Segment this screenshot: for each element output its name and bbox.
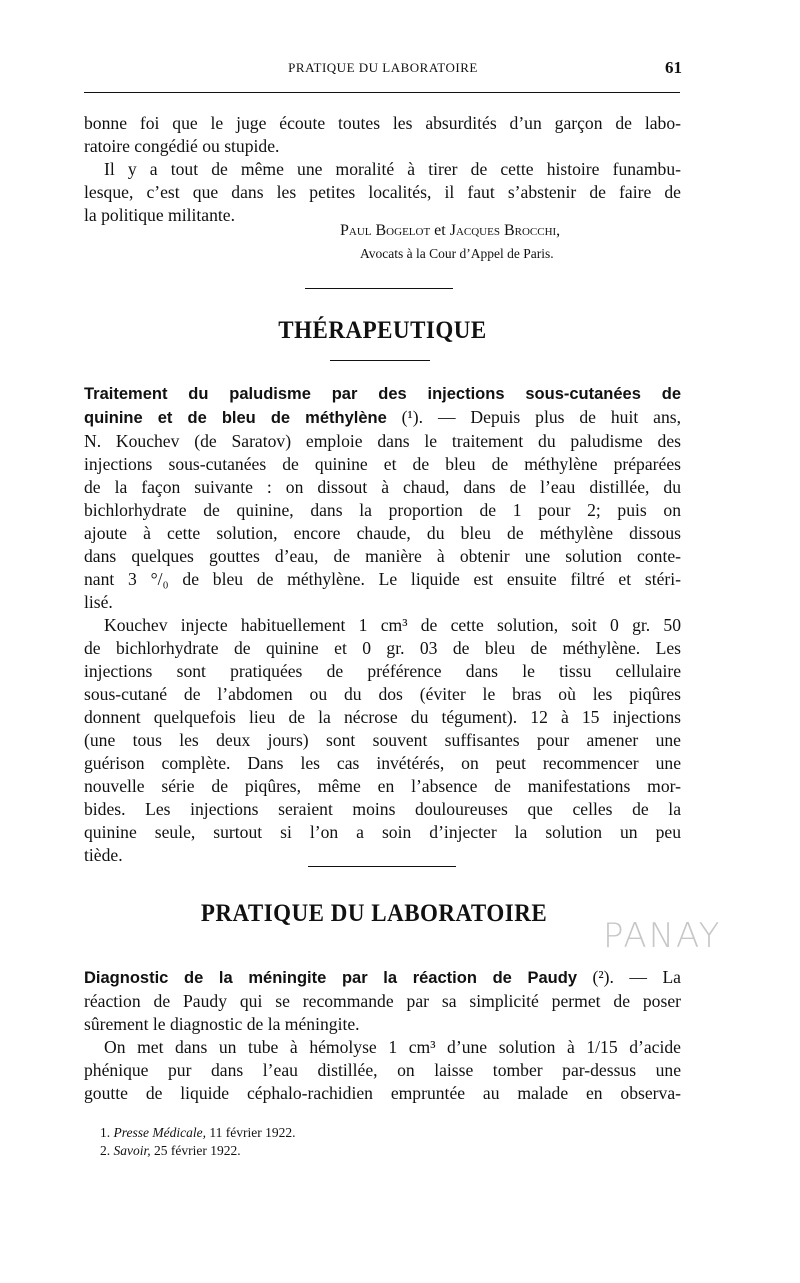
section-title-laboratoire: PRATIQUE DU LABORATOIRE	[200, 898, 548, 927]
method-line-1: On met dans un tube à hémolyse 1 cm³ d’une solution à 1/15 d’acide	[104, 1037, 681, 1057]
article-heading-bold-2: quinine et de bleu de méthylène	[84, 409, 387, 427]
signature-role: Avocats à la Cour d’Appel de Paris.	[360, 246, 554, 261]
paludisme-line-2: injections sous-cutanées de quinine et de bleu de méthylène préparées	[84, 454, 681, 474]
footnote-1-source: Presse Médicale,	[113, 1125, 206, 1140]
paudy-line-1: réaction de Paudy qui se recommande par sa simplicité permet de poser	[84, 991, 681, 1011]
section-separator	[305, 288, 453, 289]
kouchev-line-7: guérison complète. Dans les cas invétérés, on peut recommencer une	[84, 753, 681, 773]
footnote-1-date: 11 février 1922.	[205, 1125, 296, 1140]
paludisme-line-1: N. Kouchev (de Saratov) emploie dans le traitement du paludisme des	[84, 431, 681, 451]
moral-line-3: la politique militante.	[84, 205, 235, 225]
kouchev-line-3: injections sont pratiquées de préférence dans le tissu cellulaire	[84, 661, 681, 681]
kouchev-line-1: Kouchev injecte habituellement 1 cm³ de cette solution, soit 0 gr. 50	[104, 615, 681, 635]
article-heading-bold-1: Traitement du paludisme par des injections sous-cutanées de	[84, 385, 681, 403]
page-number: 61	[665, 58, 682, 77]
diagnostic-heading-bold: Diagnostic de la méningite par la réaction de Paudy	[84, 969, 578, 987]
section-title-therapeutique: THÉRAPEUTIQUE	[278, 315, 487, 344]
article-heading-line-1	[84, 382, 681, 406]
paludisme-line-7: nant 3 °/₀ de bleu de méthylène. Le liquide est ensuite filtré et stéri-	[84, 569, 681, 589]
moral-line-2: lesque, c’est que dans les petites localités, il faut s’abstenir de faire de	[84, 182, 681, 202]
kouchev-line-8: nouvelle série de piqûres, même en l’absence de manifestations mor-	[84, 776, 681, 796]
running-header: PRATIQUE DU LABORATOIRE	[288, 60, 478, 75]
paludisme-line-8: lisé.	[84, 592, 113, 612]
article-heading-rest: (¹). — Depuis plus de huit ans,	[386, 407, 681, 427]
kouchev-line-2: de bichlorhydrate de quinine et 0 gr. 03 de bleu de méthylène. Les	[84, 638, 681, 658]
kouchev-line-6: (une tous les deux jours) sont souvent suffisantes pour amener une	[84, 730, 681, 750]
paludisme-line-5: ajoute à cette solution, encore chaude, du bleu de méthylène dissous	[84, 523, 681, 543]
article-heading-line-2	[84, 406, 681, 430]
footnote-2-date: 25 février 1922.	[150, 1143, 241, 1158]
footnote-2-source: Savoir,	[113, 1143, 151, 1158]
paludisme-line-3: de la façon suivante : on dissout à chaud, dans de l’eau distillée, du	[84, 477, 681, 497]
paudy-line-2: sûrement le diagnostic de la méningite.	[84, 1014, 360, 1034]
diagnostic-heading	[84, 966, 681, 990]
title-underline	[330, 360, 430, 361]
footnote-2	[100, 1143, 241, 1159]
kouchev-line-10: quinine seule, surtout si l’on a soin d’injecter la solution un peu	[84, 822, 681, 842]
kouchev-line-11: tiède.	[84, 845, 123, 865]
signature-names	[340, 222, 560, 240]
kouchev-line-4: sous-cutané de l’abdomen ou du dos (éviter le bras où les piqûres	[84, 684, 681, 704]
method-line-3: goutte de liquide céphalo-rachidien empruntée au malade en observa-	[84, 1083, 681, 1103]
footnote-1-number: 1.	[100, 1125, 111, 1140]
author-2: Jacques Brocchi,	[449, 222, 561, 239]
method-line-2: phénique pur dans l’eau distillée, on laisse tomber par-dessus une	[84, 1060, 681, 1080]
author-1: Paul Bogelot	[340, 222, 431, 239]
paludisme-line-4: bichlorhydrate de quinine, dans la proportion de 1 pour 2; puis on	[84, 500, 681, 520]
header-rule	[84, 92, 680, 93]
section-separator-2	[308, 866, 456, 867]
paludisme-line-6: dans quelques gouttes d’eau, de manière à obtenir une solution conte-	[84, 546, 681, 566]
moral-line-1: Il y a tout de même une moralité à tirer de cette histoire funambu-	[104, 159, 681, 179]
diagnostic-heading-rest: (²). — La	[577, 967, 681, 987]
author-conj: et	[434, 222, 446, 239]
intro-line-1: bonne foi que le juge écoute toutes les absurdités d’un garçon de labo-	[84, 113, 681, 133]
intro-line-2: ratoire congédié ou stupide.	[84, 136, 280, 156]
footnote-1	[100, 1125, 295, 1141]
library-stamp: PANAY	[603, 916, 722, 956]
footnote-2-number: 2.	[100, 1143, 111, 1158]
kouchev-line-9: bides. Les injections seraient moins douloureuses que celles de la	[84, 799, 681, 819]
kouchev-line-5: donnent quelquefois lieu de la nécrose du tégument). 12 à 15 injections	[84, 707, 681, 727]
